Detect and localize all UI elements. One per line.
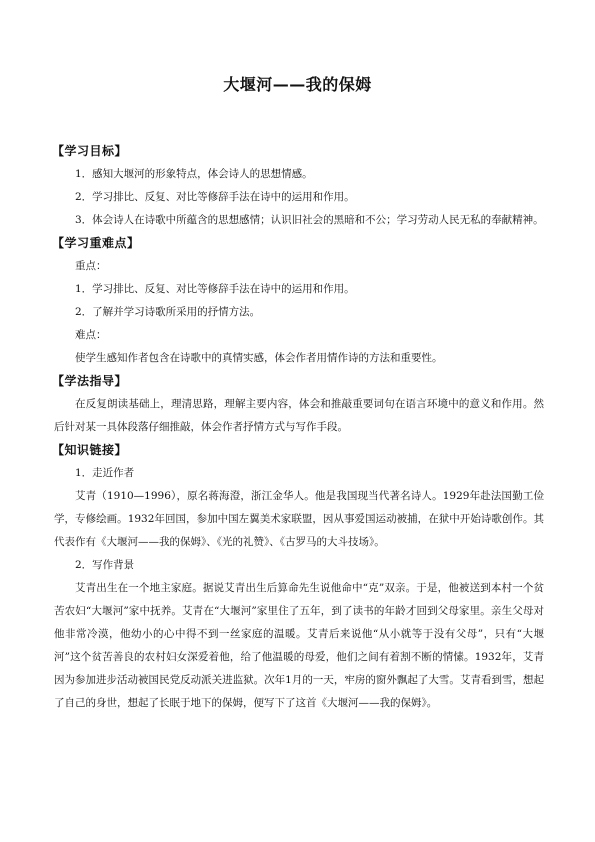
section-heading-method: 【学法指导】: [52, 374, 128, 388]
method-text: 在反复朗读基础上，理清思路，理解主要内容，体会和推敲重要词句在语言环境中的意义和作用。然后针对某一具体段落仔细推敲，体会作者抒情方式与写作手段。: [54, 398, 544, 433]
knowledge-sub1-label: 1．走近作者: [75, 467, 135, 479]
knowledge-sub2-text: 艾青出生在一个地主家庭。据说艾青出生后算命先生说他命中“克”双亲。于是，他被送到本村一个贫苦农妇“大堰河”家中抚养。艾青在“大堰河”家里住了五年，到了读书的年龄才回到父母家里。亲生父母对他非常冷漠，他幼小的心中得不到一丝家庭的温暖。艾青后来说他“从小就等于没有父母”，只有“大堰河”这个贫苦善良的农村妇女深爱着他，给了他温暖的母爱，他们之间有着割不断的情愫。1932年，艾青因为参加进步活动被国民党反动派关进监狱。次年1月的一天，牢房的窗外飘起了大雪。艾青看到雪，想起了自己的身世，想起了长眠于地下的保姆，便写下了这首《大堰河——我的保姆》。: [54, 582, 544, 709]
knowledge-sub1-text: 艾青（1910—1996），原名蒋海澄，浙江金华人。他是我国现当代著名诗人。1929年赴法国勤工俭学，专修绘画。1932年回国，参加中国左翼美术家联盟，因从事爱国运动被捕，在狱中开始诗歌创作。其代表作有《大堰河——我的保姆》、《光的礼赞》、《古罗马的大斗技场》。: [54, 490, 544, 548]
focus-item-1: 1．学习排比、反复、对比等修辞手法在诗中的运用和作用。: [75, 283, 355, 295]
focus-item-2: 2．了解并学习诗歌所采用的抒情方法。: [75, 306, 261, 318]
document-title: 大堰河——我的保姆: [223, 75, 372, 94]
goal-item-1: 1．感知大堰河的形象特点，体会诗人的思想情感。: [75, 168, 313, 180]
section-method: [54, 370, 544, 439]
section-goals: [54, 140, 544, 232]
section-heading-goals: 【学习目标】: [52, 144, 128, 158]
focus-label: 重点：: [75, 260, 107, 272]
section-heading-knowledge: 【知识链接】: [52, 443, 128, 457]
section-keypoints: [54, 232, 544, 370]
difficulty-label: 难点：: [75, 329, 107, 341]
section-knowledge: [54, 439, 544, 715]
goal-item-3: 3．体会诗人在诗歌中所蕴含的思想感情；认识旧社会的黑暗和不公；学习劳动人民无私的奉献精神。: [75, 214, 544, 226]
document-body: [54, 140, 544, 715]
knowledge-sub2-label: 2．写作背景: [75, 559, 135, 571]
difficulty-text: 使学生感知作者包含在诗歌中的真情实感，体会作者用情作诗的方法和重要性。: [75, 352, 443, 364]
goal-item-2: 2．学习排比、反复、对比等修辞手法在诗中的运用和作用。: [75, 191, 355, 203]
section-heading-keypoints: 【学习重难点】: [52, 236, 140, 250]
